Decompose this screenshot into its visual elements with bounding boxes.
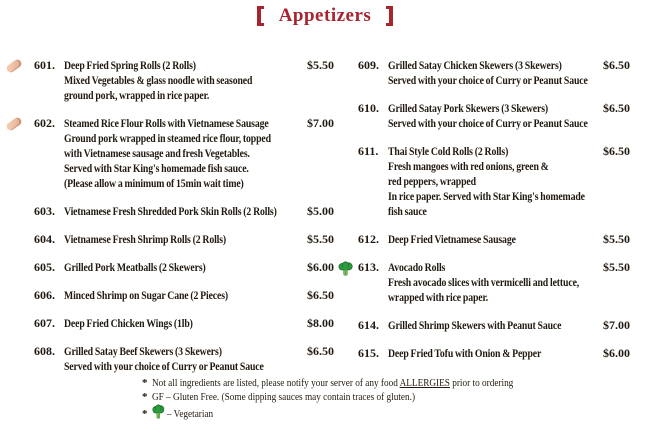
footnote-allergy-text: Not all ingredients are listed, please notify your server of any food [152,377,400,389]
item-name: Grilled Pork Meatballs (2 Skewers) [64,262,206,274]
item-description-line: Fresh mangoes with red onions, green & [388,161,549,173]
footnote-gluten-text: GF – Gluten Free. (Some dipping sauces may contain traces of gluten.) [152,390,416,403]
item-number: 605. [34,260,55,274]
item-price: $8.00 [307,316,334,330]
item-number: 603. [34,204,55,218]
item-name: Vietnamese Fresh Shredded Pork Skin Rolls (2 Rolls) [64,206,277,218]
item-number: 615. [358,346,379,360]
item-price: $6.00 [307,260,334,274]
item-number: 606. [34,288,55,302]
icon-spacer [338,58,358,88]
item-name: Vietnamese Fresh Shrimp Rolls (2 Rolls) [64,234,227,246]
menu-item [4,344,334,374]
menu-item [338,58,630,88]
item-text [388,101,630,131]
item-text [64,316,334,331]
item-name: Avocado Rolls [388,262,446,274]
footnote-bullet: * [142,390,148,403]
item-price: $5.50 [603,260,630,274]
icon-spacer [338,144,358,219]
item-name: Deep Fried Vietnamese Sausage [388,234,516,246]
item-text [64,204,334,219]
item-text [388,58,630,88]
item-number: 601. [34,58,55,72]
item-name: Grilled Satay Pork Skewers (3 Skewers) [388,103,549,115]
footnote-bullet: * [142,377,148,389]
item-text [388,346,630,361]
item-price: $6.50 [603,101,630,115]
icon-spacer [4,344,34,374]
item-description-line: In rice paper. Served with Star King's homemade [388,191,585,203]
icon-spacer [4,316,34,331]
icon-spacer [4,232,34,247]
item-number: 602. [34,116,55,130]
menu-column-right [338,58,630,374]
broccoli-icon [152,404,165,420]
footnote-vegetarian [142,404,646,422]
item-description-line: Served with your choice of Curry or Peanut Sauce [388,75,588,87]
item-number: 611. [358,144,379,158]
item-text [64,260,334,275]
item-name: Deep Fried Tofu with Onion & Pepper [388,348,542,360]
footnote-allergy-tail: prior to ordering [449,377,514,389]
spring-roll-icon [5,116,23,132]
menu-item [4,116,334,191]
item-text [388,232,630,247]
item-price: $5.50 [603,232,630,246]
item-price: $6.50 [307,288,334,302]
icon-spacer [4,204,34,219]
icon-spacer [4,288,34,303]
item-description-line: Fresh avocado slices with vermicelli and lettuce, [388,277,580,289]
menu-item [338,144,630,219]
item-number: 612. [358,232,379,246]
menu-item [338,318,630,333]
footnote-bullet: * [142,408,148,420]
item-description-line: Served with your choice of Curry or Peanut Sauce [64,361,264,373]
item-text [64,58,334,103]
item-price: $6.50 [603,58,630,72]
spring-roll-icon [5,58,23,74]
menu-item [4,204,334,219]
item-name: Deep Fried Spring Rolls (2 Rolls) [64,60,196,72]
item-description-line: wrapped with rice paper. [388,292,489,304]
item-text [64,288,334,303]
item-name: Minced Shrimp on Sugar Cane (2 Pieces) [64,290,229,302]
footnote-vegetarian-text: – Vegetarian [166,408,214,420]
item-text [64,344,334,374]
footnote-gluten [142,391,646,405]
item-description-line: Ground pork wrapped in steamed rice flour, topped [64,133,271,145]
menu-item [4,316,334,331]
item-number: 604. [34,232,55,246]
item-name: Thai Style Cold Rolls (2 Rolls) [388,146,509,158]
icon-spacer [338,318,358,333]
item-number: 613. [358,260,379,274]
item-price: $7.00 [603,318,630,332]
left-bracket-decoration [257,6,264,26]
item-price: $6.00 [603,346,630,360]
menu-item [4,288,334,303]
menu-item [4,232,334,247]
item-description-line: with Vietnamese sausage and fresh Vegetables. [64,148,250,160]
item-number: 607. [34,316,55,330]
menu-column-left [4,58,334,387]
footnote-allergy-underlined: ALLERGIES [399,377,450,389]
item-name: Grilled Shrimp Skewers with Peanut Sauce [388,320,562,332]
item-number: 609. [358,58,379,72]
item-description-line: fish sauce [388,206,427,218]
item-description-line: Mixed Vegetables & glass noodle with seasoned [64,75,253,87]
item-text [388,318,630,333]
menu-item [338,260,630,305]
item-name: Deep Fried Chicken Wings (1lb) [64,318,193,330]
footnotes [142,377,646,422]
page-header [0,5,650,27]
item-text [388,144,630,219]
item-text [388,260,630,305]
icon-spacer [4,260,34,275]
item-number: 614. [358,318,379,332]
footnote-allergy [142,377,646,391]
broccoli-icon [338,261,353,277]
item-price: $5.50 [307,58,334,72]
item-text [64,116,334,191]
item-price: $5.00 [307,204,334,218]
menu-item [338,101,630,131]
item-number: 610. [358,101,379,115]
item-description-line: red peppers, wrapped [388,176,476,188]
item-description-line: (Please allow a minimum of 15min wait time) [64,178,244,190]
item-name: Grilled Satay Beef Skewers (3 Skewers) [64,346,222,358]
icon-spacer [338,346,358,361]
menu-item [338,346,630,361]
item-name: Grilled Satay Chicken Skewers (3 Skewers) [388,60,562,72]
item-price: $6.50 [603,144,630,158]
item-number: 608. [34,344,55,358]
item-price: $7.00 [307,116,334,130]
item-description-line: ground pork, wrapped in rice paper. [64,90,210,102]
item-description-line: Served with Star King's homemade fish sauce. [64,163,249,175]
item-price: $5.50 [307,232,334,246]
item-description-line: Served with your choice of Curry or Peanut Sauce [388,118,588,130]
item-text [64,232,334,247]
item-name: Steamed Rice Flour Rolls with Vietnamese Sausage [64,118,269,130]
menu-item [4,260,334,275]
page-title: Appetizers [278,5,372,26]
item-price: $6.50 [307,344,334,358]
menu-item [4,58,334,103]
icon-spacer [338,101,358,131]
icon-spacer [338,232,358,247]
menu-item [338,232,630,247]
right-bracket-decoration [386,6,393,26]
